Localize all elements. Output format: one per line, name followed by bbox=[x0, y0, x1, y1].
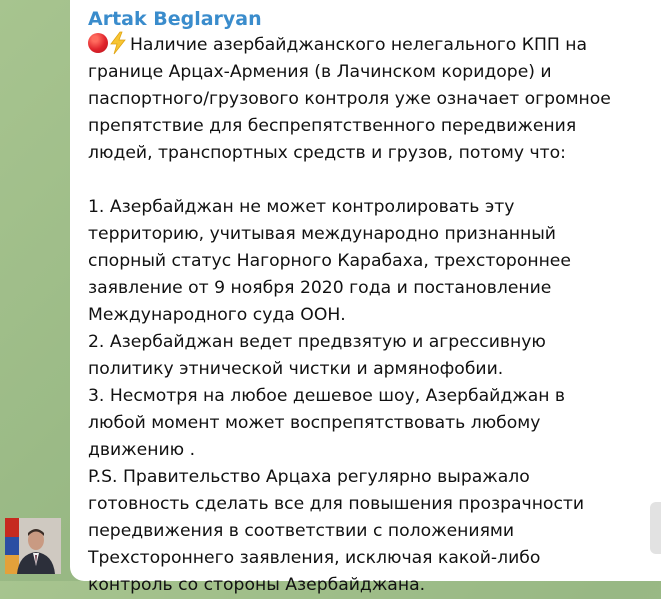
message-line-text: людей, транспортных средств и грузов, потому что: bbox=[88, 143, 566, 163]
message-line-text: территорию, учитывая международно признанный bbox=[88, 224, 556, 244]
message-line bbox=[88, 167, 637, 194]
message-line-text: политику этнической чистки и армянофобии. bbox=[88, 359, 504, 379]
message-line-text: 3. Несмотря на любое дешевое шоу, Азербайджан в bbox=[88, 386, 566, 406]
message-bubble[interactable] bbox=[70, 0, 661, 595]
message-line bbox=[88, 86, 637, 113]
message-line bbox=[88, 356, 637, 383]
message-line-text: заявление от 9 ноября 2020 года и постановление bbox=[88, 278, 552, 298]
avatar-portrait-image bbox=[5, 518, 61, 574]
message-text bbox=[88, 32, 637, 599]
message-line-text: Трехстороннего заявления, исключая какой-либо bbox=[88, 548, 541, 568]
message-line bbox=[88, 518, 637, 545]
message-line bbox=[88, 140, 637, 167]
message-line bbox=[88, 302, 637, 329]
message-line-text: готовность сделать все для повышения прозрачности bbox=[88, 494, 585, 514]
message-line bbox=[88, 383, 637, 410]
message-line bbox=[88, 113, 637, 140]
emoji-group bbox=[88, 32, 126, 54]
sender-name[interactable]: Artak Beglaryan bbox=[88, 8, 262, 30]
message-line-text: Международного суда ООН. bbox=[88, 305, 346, 325]
message-line bbox=[88, 491, 637, 518]
message-line-text: спорный статус Нагорного Карабаха, трехстороннее bbox=[88, 251, 571, 271]
message-line-text: движению . bbox=[88, 440, 196, 460]
message-line bbox=[88, 194, 637, 221]
message-line-text: 1. Азербайджан не может контролировать эту bbox=[88, 197, 515, 217]
message-line-text: паспортного/грузового контроля уже означает огромное bbox=[88, 89, 611, 109]
message-line bbox=[88, 410, 637, 437]
message-line bbox=[88, 275, 637, 302]
message-line-text: границе Арцах-Армения (в Лачинском коридоре) и bbox=[88, 62, 552, 82]
message-line-text: препятствие для беспрепятственного передвижения bbox=[88, 116, 577, 136]
message-line bbox=[88, 329, 637, 356]
message-line-text: передвижения в соответствии с положениями bbox=[88, 521, 515, 541]
message-line bbox=[88, 437, 637, 464]
message-line bbox=[88, 248, 637, 275]
red-circle-icon bbox=[88, 33, 108, 53]
message-line-text: 2. Азербайджан ведет предвзятую и агрессивную bbox=[88, 332, 546, 352]
message-line-text: Наличие азербайджанского нелегального КПП на bbox=[130, 35, 588, 55]
message-line-text: контроль со стороны Азербайджана. bbox=[88, 575, 426, 595]
message-line bbox=[88, 221, 637, 248]
message-line bbox=[88, 464, 637, 491]
lightning-icon bbox=[110, 32, 126, 54]
message-line bbox=[88, 545, 637, 572]
message-line bbox=[88, 32, 637, 59]
scrollbar-handle[interactable] bbox=[650, 502, 661, 554]
message-line-text: P.S. Правительство Арцаха регулярно выражало bbox=[88, 467, 530, 487]
sender-avatar[interactable] bbox=[5, 518, 61, 574]
message-line bbox=[88, 59, 637, 86]
message-line-text: любой момент может воспрепятствовать любому bbox=[88, 413, 541, 433]
message-line bbox=[88, 572, 637, 599]
